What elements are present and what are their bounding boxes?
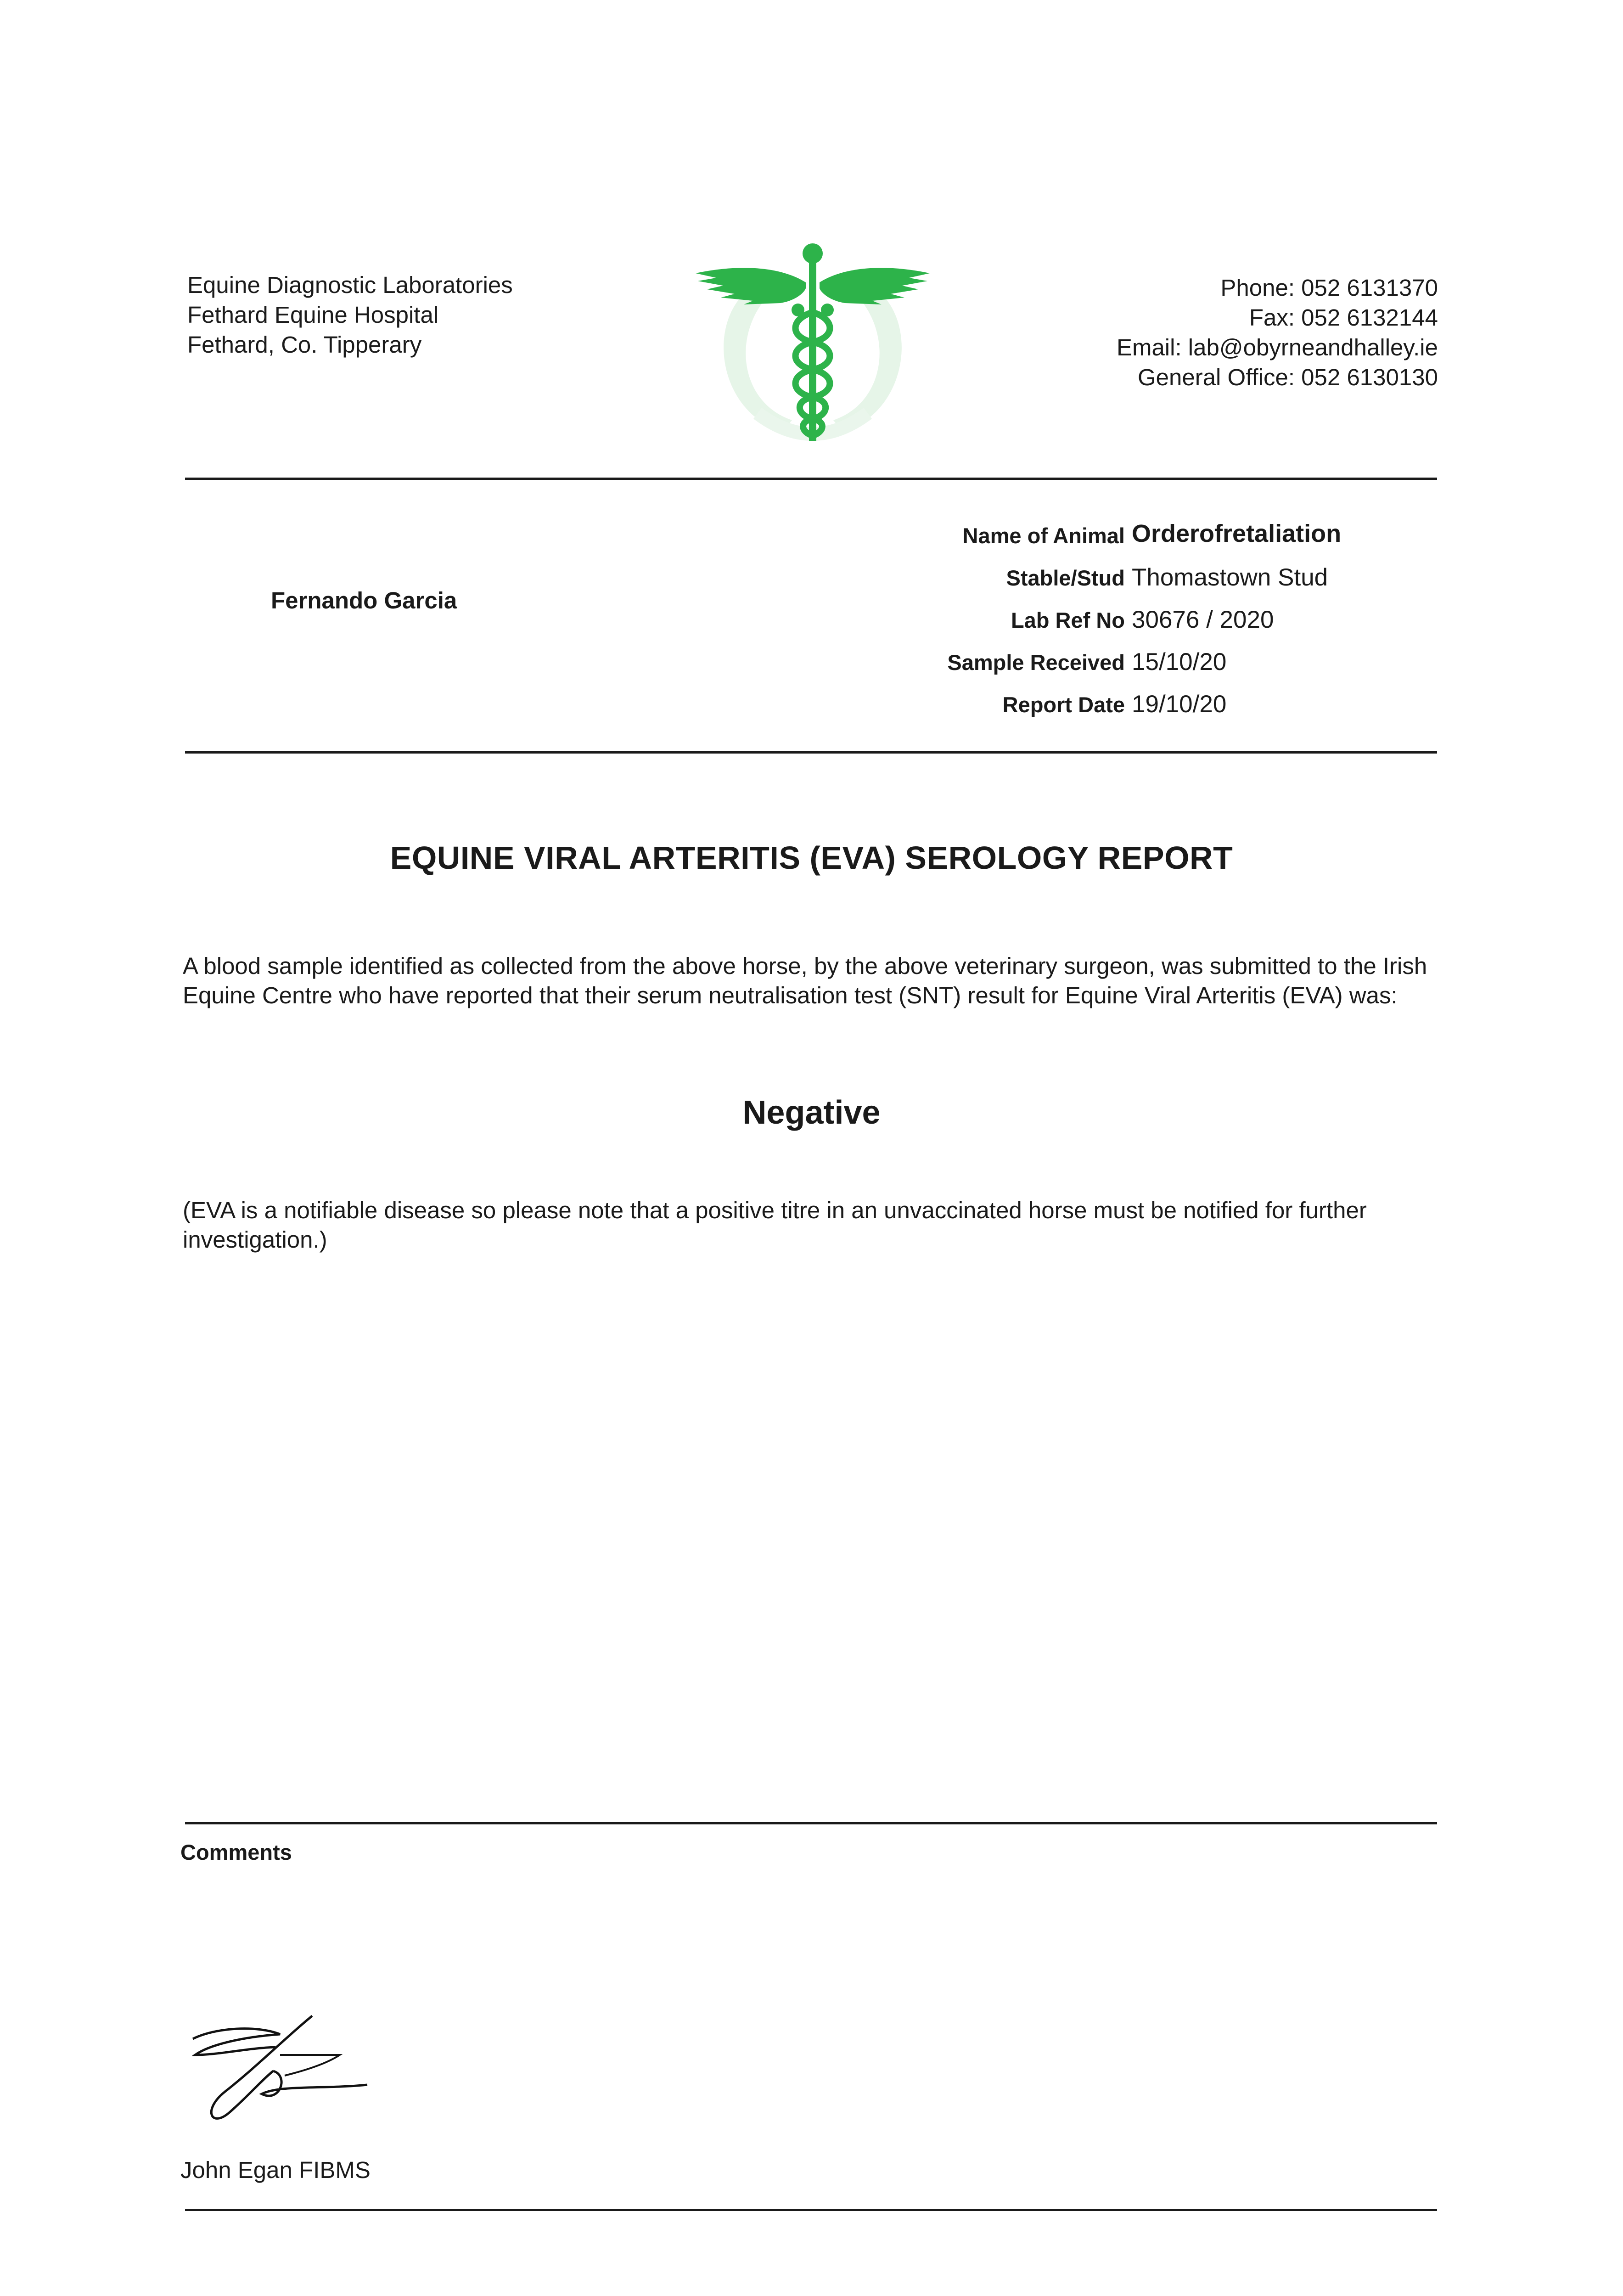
detail-value: 15/10/20 [1132,648,1227,675]
signature-image [174,2011,413,2131]
address-line: Fethard, Co. Tipperary [187,332,422,358]
detail-row-received [872,643,1469,686]
report-note: (EVA is a notifiable disease so please note that a positive titre in an unvaccinated horse must be notified for further investigation.) [183,1197,1367,1253]
comments-label: Comments [180,1840,292,1864]
divider [185,1822,1437,1824]
recipient-name: Fernando Garcia [271,587,457,613]
detail-label: Report Date [1002,692,1125,717]
lab-contact [1117,273,1438,392]
address-line: Fethard Equine Hospital [187,302,439,328]
detail-row-labref [872,601,1469,643]
detail-label: Lab Ref No [1011,608,1125,632]
phone-line: Phone: 052 6131370 [1220,275,1438,301]
detail-value: Thomastown Stud [1132,564,1328,591]
detail-value: 30676 / 2020 [1132,606,1274,633]
detail-label: Sample Received [947,650,1125,675]
report-title: EQUINE VIRAL ARTERITIS (EVA) SEROLOGY REPORT [390,840,1233,876]
detail-row-report-date [872,686,1469,728]
office-line: General Office: 052 6130130 [1137,364,1438,390]
report-intro: A blood sample identified as collected from the above horse, by the above veterinary surgeon, was submitted to the Irish Equine Centre who have reported that their serum neutralisation test (SNT) result for Equine Viral Arteritis (EVA) was: [183,953,1427,1008]
divider [185,478,1437,480]
detail-value: Orderofretaliation [1132,520,1342,547]
divider [185,751,1437,754]
detail-row-stable [872,559,1469,601]
test-result: Negative [742,1094,881,1131]
detail-label: Stable/Stud [1006,566,1125,590]
lab-address [187,270,513,360]
fax-line: Fax: 052 6132144 [1249,304,1438,331]
detail-label: Name of Animal [962,523,1125,548]
caduceus-horseshoe-icon [689,239,937,450]
address-line: Equine Diagnostic Laboratories [187,272,513,298]
detail-value: 19/10/20 [1132,691,1227,718]
signer-name: John Egan FIBMS [180,2157,371,2183]
email-line: Email: lab@obyrneandhalley.ie [1116,334,1438,360]
divider [185,2209,1437,2211]
detail-row-animal [872,517,1469,559]
animal-details [872,517,1469,728]
